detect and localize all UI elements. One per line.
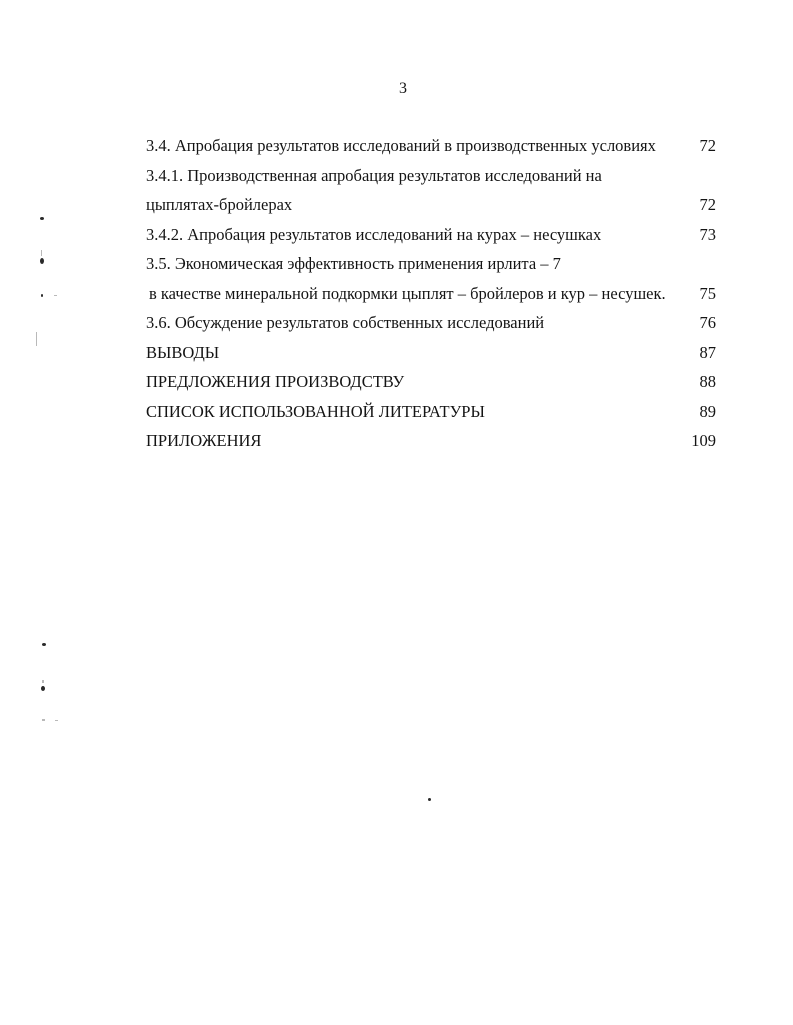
scan-speck [42, 643, 46, 646]
scan-speck [41, 686, 45, 691]
scan-speck [42, 680, 44, 683]
toc-entry-3-5-continued [146, 282, 718, 312]
toc-entry-page: 73 [699, 224, 716, 244]
toc-entry-3-4-1 [146, 164, 718, 194]
toc-entry-title: ВЫВОДЫ [146, 342, 220, 362]
toc-entry-references [146, 400, 718, 430]
toc-entry-title: 3.4.2. Апробация результатов исследований на курах – несушках [146, 224, 602, 244]
scan-speck [40, 217, 44, 220]
toc-entry-page: 72 [699, 136, 716, 155]
toc-entry-title: цыплятах-бройлерах [146, 195, 293, 214]
toc-entry-title: СПИСОК ИСПОЛЬЗОВАННОЙ ЛИТЕРАТУРЫ [146, 401, 485, 421]
toc-entry-page: 88 [699, 372, 716, 391]
toc-entry-title: в качестве минеральной подкормки цыплят – бройлеров и кур – несушек. [149, 283, 666, 303]
toc-entry-page: 109 [691, 431, 716, 450]
toc-entry-title: 3.5. Экономическая эффективность применения ирлита – 7 [146, 254, 561, 273]
toc-entry-title: ПРИЛОЖЕНИЯ [146, 431, 262, 450]
toc-entry-3-4-2 [146, 223, 718, 253]
toc-entry-title: ПРЕДЛОЖЕНИЯ ПРОИЗВОДСТВУ [146, 372, 405, 391]
toc-entry-page: 72 [699, 195, 716, 214]
scan-speck [55, 720, 58, 721]
scan-speck [36, 332, 37, 346]
toc-entry-title: 3.6. Обсуждение результатов собственных исследований [146, 313, 545, 332]
scan-speck [428, 798, 431, 801]
scan-speck [42, 719, 45, 721]
scan-speck [41, 294, 43, 297]
table-of-contents [146, 134, 718, 459]
toc-entry-proposals [146, 370, 718, 400]
toc-entry-title: 3.4.1. Производственная апробация результатов исследований на [146, 165, 602, 185]
toc-entry-3-6 [146, 311, 718, 341]
toc-entry-3-4 [146, 134, 718, 164]
scan-speck [41, 250, 42, 256]
toc-entry-3-5 [146, 252, 718, 282]
page-number: 3 [399, 80, 407, 97]
scan-speck [54, 295, 57, 296]
toc-entry-page: 75 [699, 283, 716, 303]
toc-entry-appendices [146, 429, 718, 459]
toc-entry-page: 89 [699, 401, 716, 421]
toc-entry-conclusions [146, 341, 718, 371]
scan-speck [40, 258, 44, 264]
toc-entry-page: 87 [699, 342, 716, 362]
toc-entry-3-4-1-continued [146, 193, 718, 223]
toc-entry-page: 76 [699, 313, 716, 332]
toc-entry-title: 3.4. Апробация результатов исследований в производственных условиях [146, 136, 656, 155]
